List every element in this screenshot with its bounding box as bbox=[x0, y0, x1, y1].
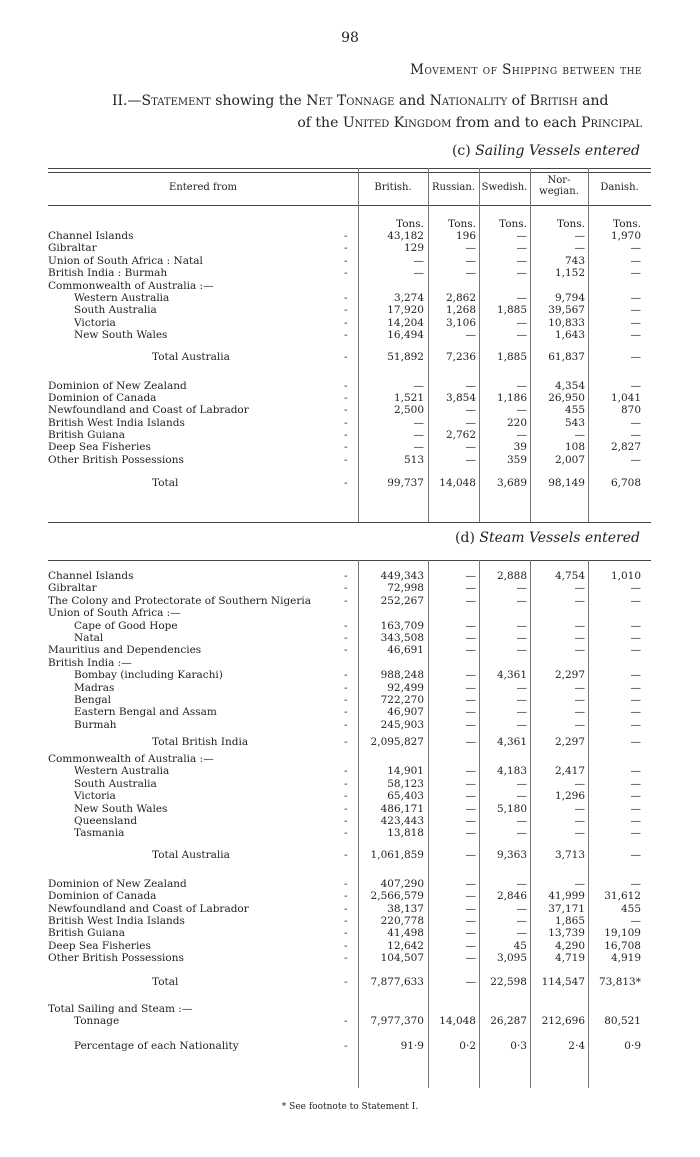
section-c-caption: (c) Sailing Vessels entered bbox=[451, 143, 640, 159]
table-row: New South Wales - 486,171 — 5,180 — — bbox=[74, 802, 641, 815]
table-row: New South Wales - 16,494 — — 1,643 — bbox=[74, 329, 641, 342]
table-row-total: Total Australia - 51,892 7,236 1,885 61,837 — bbox=[152, 350, 641, 363]
col-header-entered-from: Entered from bbox=[169, 182, 237, 193]
table-row: Tonnage - 7,977,370 14,048 26,287 212,696 80,521 bbox=[74, 1014, 641, 1027]
steam-table bbox=[48, 570, 651, 1057]
table-row: Mauritius and Dependencies - 46,691 — — — — bbox=[48, 644, 641, 657]
table-row: Victoria - 65,403 — — 1,296 — bbox=[74, 790, 641, 803]
table-row: Channel Islands - 449,343 — 2,888 4,754 1,010 bbox=[48, 570, 641, 582]
statement-title-line2: of the United Kingdom from and to each Principal bbox=[297, 115, 642, 131]
table-row: South Australia - 58,123 — — — — bbox=[74, 777, 641, 790]
table-top-rule bbox=[48, 168, 651, 169]
table-row: Other British Possessions - 104,507 — 3,095 4,719 4,919 bbox=[48, 952, 641, 965]
table-row: Gibraltar - 72,998 — — — — bbox=[48, 582, 641, 595]
table-row: Dominion of Canada - 1,521 3,854 1,186 26,950 1,041 bbox=[48, 391, 641, 404]
table-row: Deep Sea Fisheries - — — 39 108 2,827 bbox=[48, 441, 641, 454]
table-row: British West India Islands - — — 220 543 — bbox=[48, 416, 641, 429]
table-row: Queensland - 423,443 — — — — bbox=[74, 815, 641, 828]
table-row: Cape of Good Hope - 163,709 — — — — bbox=[74, 619, 641, 632]
table-row: British India :— bbox=[48, 656, 132, 669]
table-row: Dominion of New Zealand - — — — 4,354 — bbox=[48, 379, 641, 392]
section-c-bottom-rule bbox=[48, 522, 651, 523]
table-row: Channel Islands - 43,182 196 — — 1,970 bbox=[48, 230, 641, 242]
table-row: Deep Sea Fisheries - 12,642 — 45 4,290 16,708 bbox=[48, 939, 641, 952]
table-row: Bombay (including Karachi) - 988,248 — 4,361 2,297 — bbox=[74, 669, 641, 682]
page-number: 98 bbox=[341, 30, 359, 46]
header-bottom-rule bbox=[48, 205, 651, 206]
table-row: Tasmania - 13,818 — — — — bbox=[74, 827, 641, 840]
footnote: * See footnote to Statement I. bbox=[281, 1102, 419, 1112]
table-row-total: Total - 7,877,633 — 22,598 114,547 73,813* bbox=[152, 975, 641, 988]
table-row: Western Australia - 14,901 — 4,183 2,417 — bbox=[74, 765, 641, 778]
table-top-rule-2 bbox=[48, 172, 651, 173]
table-row: Dominion of Canada - 2,566,579 — 2,846 41,999 31,612 bbox=[48, 890, 641, 903]
sailing-table bbox=[48, 230, 651, 494]
table-row: Newfoundland and Coast of Labrador - 38,137 — — 37,171 455 bbox=[48, 902, 641, 915]
table-row: Bengal - 722,270 — — — — bbox=[74, 693, 641, 706]
table-row: British India : Burmah - — — — 1,152 — bbox=[48, 267, 641, 280]
table-row: Union of South Africa : Natal - — — — 743 — bbox=[48, 254, 641, 267]
col-header-russian: Russian. bbox=[431, 182, 475, 193]
table-row: Percentage of each Nationality - 91·9 0·2 0·3 2·4 0·9 bbox=[74, 1040, 641, 1053]
table-row: Dominion of New Zealand - 407,290 — — — — bbox=[48, 877, 641, 890]
table-row: British West India Islands - 220,778 — — 1,865 — bbox=[48, 914, 641, 927]
running-header: Movement of Shipping between the bbox=[410, 62, 642, 78]
table-row: Madras - 92,499 — — — — bbox=[74, 681, 641, 694]
table-row: Commonwealth of Australia :— bbox=[48, 279, 214, 292]
table-row: Gibraltar - 129 — — — — bbox=[48, 242, 641, 255]
table-row: British Guiana - — 2,762 — — — bbox=[48, 429, 641, 442]
statement-title-line1: II.—Statement showing the Net Tonnage and Nationality of British and bbox=[112, 93, 609, 109]
table-row-total: Total - 99,737 14,048 3,689 98,149 6,708 bbox=[152, 477, 641, 490]
table-row: Victoria - 14,204 3,106 — 10,833 — bbox=[74, 316, 641, 329]
table-row: Eastern Bengal and Assam - 46,907 — — — — bbox=[74, 706, 641, 719]
col-header-british: British. bbox=[374, 182, 412, 193]
table-row: Total Sailing and Steam :— bbox=[48, 1002, 193, 1015]
table-row: Burmah - 245,903 — — — — bbox=[74, 718, 641, 731]
table-row: Other British Possessions - 513 — 359 2,007 — bbox=[48, 453, 641, 466]
table-row-total: Total Australia - 1,061,859 — 9,363 3,713 — bbox=[152, 848, 641, 861]
table-row: British Guiana - 41,498 — — 13,739 19,109 bbox=[48, 927, 641, 940]
col-header-swedish: Swedish. bbox=[481, 182, 528, 193]
table-row: Union of South Africa :— bbox=[48, 607, 181, 620]
table-row: Newfoundland and Coast of Labrador - 2,500 — — 455 870 bbox=[48, 404, 641, 417]
table-row-total: Total British India - 2,095,827 — 4,361 2,297 — bbox=[152, 736, 641, 749]
units-row: Tons. Tons. Tons. Tons. Tons. bbox=[396, 218, 641, 230]
table-row: Commonwealth of Australia :— bbox=[48, 753, 214, 766]
section-d-top-rule bbox=[48, 560, 651, 561]
section-d-caption: (d) Steam Vessels entered bbox=[455, 530, 640, 546]
col-header-danish: Danish. bbox=[600, 182, 639, 193]
table-row: Natal - 343,508 — — — — bbox=[74, 631, 641, 644]
table-row: South Australia - 17,920 1,268 1,885 39,567 — bbox=[74, 304, 641, 317]
table-row: Western Australia - 3,274 2,862 — 9,794 — bbox=[74, 291, 641, 304]
col-header-norwegian: Nor- wegian. bbox=[539, 175, 579, 197]
table-row: The Colony and Protectorate of Southern Nigeria - 252,267 — — — — bbox=[48, 594, 641, 607]
